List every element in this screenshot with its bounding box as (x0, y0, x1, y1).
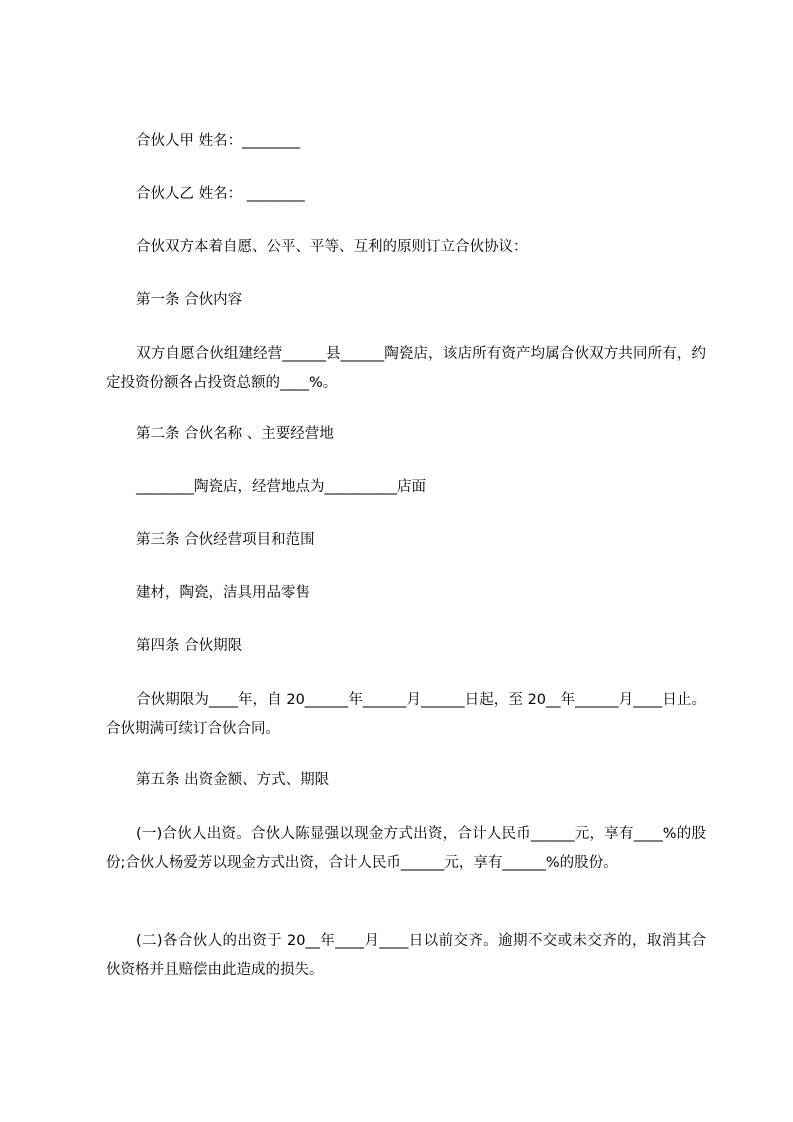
article-5-item-1-text: (一)合伙人出资。合伙人陈显强以现金方式出资，合计人民币______元，享有____%的股份;合伙人杨爱芳以现金方式出资，合计人民币______元，享有______%的股份。 (106, 826, 706, 871)
article-4-title: 第四条 合伙期限 (136, 638, 243, 654)
preamble: 合伙双方本着自愿、公平、平等、互利的原则订立合伙协议： (136, 239, 528, 255)
article-5-item-2-text: (二)各合伙人的出资于 20__年____月____日以前交齐。逾期不交或未交齐的，取消其合伙资格并且赔偿由此造成的损失。 (106, 933, 706, 978)
article-4-body (106, 686, 706, 744)
article-1-title: 第一条 合伙内容 (136, 292, 243, 308)
article-5-item-2 (106, 927, 706, 985)
article-1-body (106, 340, 706, 398)
article-3-title: 第三条 合伙经营项目和范围 (136, 532, 315, 548)
article-5-title: 第五条 出资金额、方式、期限 (136, 772, 330, 788)
party-b-line: 合伙人乙 姓名： ________ (136, 186, 305, 202)
article-1-body-text: 双方自愿合伙组建经营______县______陶瓷店，该店所有资产均属合伙双方共同所有，约定投资份额各占投资总额的____%。 (106, 346, 706, 391)
article-3-body: 建材，陶瓷，洁具用品零售 (136, 585, 310, 601)
party-a-line: 合伙人甲 姓名：________ (136, 133, 301, 149)
article-2-title: 第二条 合伙名称 、主要经营地 (136, 426, 334, 442)
article-4-body-text: 合伙期限为____年，自 20______年______月______日起，至 20__年______月____日止。合伙期满可续订合伙合同。 (106, 692, 706, 737)
article-5-item-1 (106, 820, 706, 878)
article-2-body: ________陶瓷店，经营地点为__________店面 (136, 479, 426, 495)
